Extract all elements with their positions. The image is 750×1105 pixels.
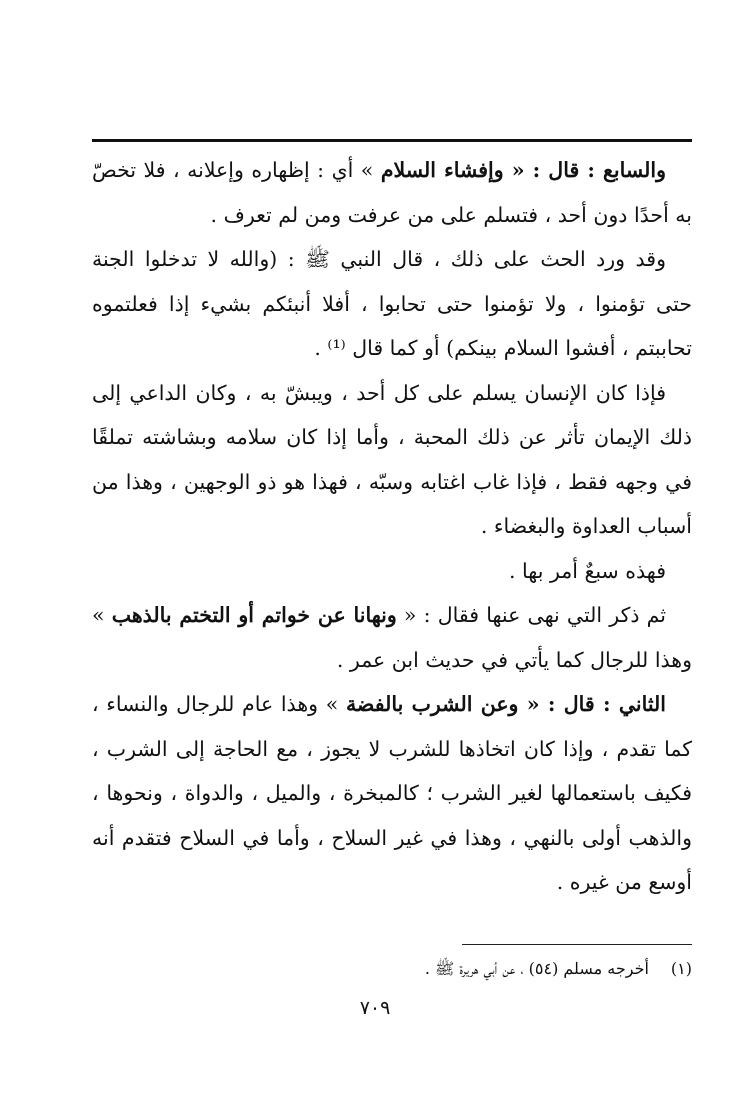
header-rule [92,139,692,142]
paragraph [92,593,692,682]
text-segment: فكيف باستعمالها لغير الشرب ؛ كالمبخرة ، والميل ، والدواة ، ونحوها ، [92,781,692,805]
text-segment: في وجهه فقط ، فإذا غاب اغتابه وسبّه ، فهذا هو ذو الوجهين ، وهذا من [92,469,692,494]
text-line [92,593,692,638]
text-line [92,549,692,594]
text-line [92,193,692,238]
text-line [92,415,692,460]
text-segment: » أي : إظهاره وإعلانه ، فلا تخصّ [92,158,381,182]
text-line [92,371,692,416]
text-segment: فهذه سبعٌ أمر بها . [509,558,666,583]
bold-segment: وإفشاء السلام [380,158,504,182]
text-segment: أوسع من غيره . [556,870,692,894]
text-segment: كما تقدم ، وإذا كان اتخاذها للشرب لا يجوز ، مع الحاجة إلى الشرب ، [92,736,692,761]
text-segment: به أحدًا دون أحد ، فتسلم على من عرفت ومن لم تعرف . [210,202,692,227]
bold-segment: والسابع : قال : « [503,158,667,182]
text-segment: والذهب أولى بالنهي ، وهذا في غير السلاح ، وأما في السلاح فتقدم أنه [92,825,692,850]
text-line [92,460,692,505]
text-segment: وهذا للرجال كما يأتي في حديث ابن عمر . [336,647,692,672]
text-line [92,326,692,371]
text-line [92,148,692,193]
text-segment: وقد ورد الحث على ذلك ، قال النبي ﷺ : (والله لا تدخلوا الجنة [92,247,666,271]
text-line [92,504,692,549]
footnote-number: (١) [670,959,692,978]
text-segment: » [92,603,112,627]
footnote-rule [462,944,692,945]
paragraph [92,148,692,237]
text-line [92,682,692,727]
paragraph [92,237,692,371]
text-line [92,860,692,905]
text-segment: ذلك الإيمان تأثر عن ذلك المحبة ، وأما إذا كان سلامه وبشاشته تملقًا [92,425,692,449]
text-segment: فإذا كان الإنسان يسلم على كل أحد ، ويبشّ به ، وكان الداعي إلى [92,380,666,405]
text-line [92,771,692,816]
bold-segment: ونهانا عن خواتم أو التختم بالذهب [111,603,397,627]
text-line [92,282,692,327]
text-line [92,816,692,861]
bold-segment: وعن الشرب بالفضة [345,692,519,716]
text-line [92,237,692,282]
page-number: ٧٠٩ [359,997,391,1019]
footnote [92,956,692,982]
text-line [92,727,692,772]
text-segment: حتى تؤمنوا ، ولا تؤمنوا حتى تحابوا ، أفلا أنبئكم بشيء إذا فعلتموه [92,291,692,316]
footnote-text: أخرجه مسلم (٥٤) ، عن أبي هريرة ﷺ . [424,959,649,978]
text-line [92,638,692,683]
paragraph [92,371,692,549]
paragraph [92,682,692,905]
text-segment: » وهذا عام للرجال والنساء ، [92,692,346,716]
text-segment: تحاببتم ، أفشوا السلام بينكم) أو كما قال ⁽¹⁾ . [314,336,692,360]
bold-segment: الثاني : قال : « [518,692,667,716]
main-text [92,148,692,905]
text-segment: ثم ذكر التي نهى عنها فقال : « [396,603,667,627]
paragraph [92,549,692,594]
text-segment: أسباب العداوة والبغضاء . [480,514,692,538]
